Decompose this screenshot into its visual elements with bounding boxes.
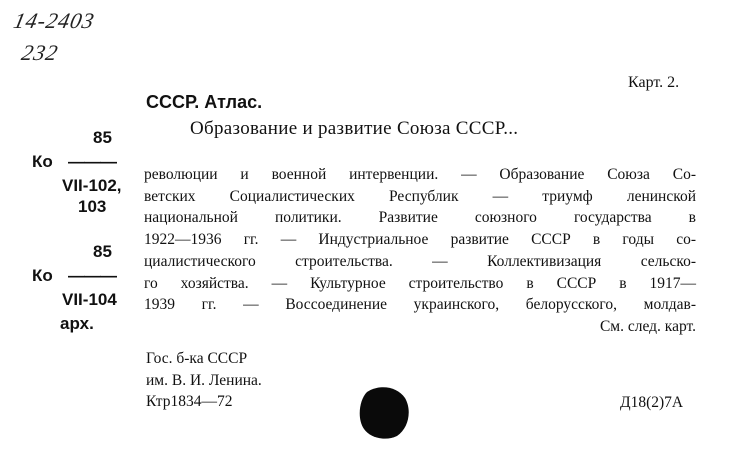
holder-line: Гос. б-ка СССР [146,350,248,367]
call-number-2-top: 85 [93,242,112,261]
card-description [144,164,696,338]
description-line: 1922—1936 гг. — Индустриальное развитие СССР в годы со- [144,231,696,249]
description-line: циалистического строительства. — Коллективизация сельско- [144,252,696,270]
ink-blot-stamp [357,384,411,440]
call-number-2-dash: ——— [68,266,116,285]
call-number-2-prefix: Ко [32,266,53,285]
call-number-2-bottom2: арх. [60,314,94,333]
see-next-card: См. след. карт. [599,317,696,335]
library-holder [146,348,262,413]
card-number: Карт. 2. [628,74,680,91]
call-number-1-prefix: Ко [32,152,53,171]
call-number-1-bottom2: 103 [78,197,107,216]
handwritten-note-1: 14-2403 [11,8,98,33]
holder-line: им. В. И. Ленина. [146,371,262,389]
holder-line: Ктр1834—72 [146,393,233,410]
description-line: го хозяйства. — Культурное строительство в СССР в 1917— [144,274,696,292]
description-line: национальной политики. Развитие союзного государства в [144,209,696,227]
description-line: ветских Социалистических Республик — триумф ленинской [144,187,696,205]
card-heading: СССР. Атлас. [146,92,263,112]
shelf-mark: Д18(2)7А [620,394,684,411]
call-number-1-bottom: VII-102, [62,176,122,195]
handwritten-note-2: 232 [19,40,61,65]
description-line: 1939 гг. — Воссоединение украинского, белорусского, молдав- [144,296,696,314]
call-number-1-dash: ——— [68,152,116,171]
call-number-2-bottom: VII-104 [62,290,117,309]
call-number-1-top: 85 [93,128,112,147]
description-line: революции и военной интервенции. — Образование Союза Со- [144,166,696,183]
card-title: Образование и развитие Союза СССР... [190,118,519,139]
